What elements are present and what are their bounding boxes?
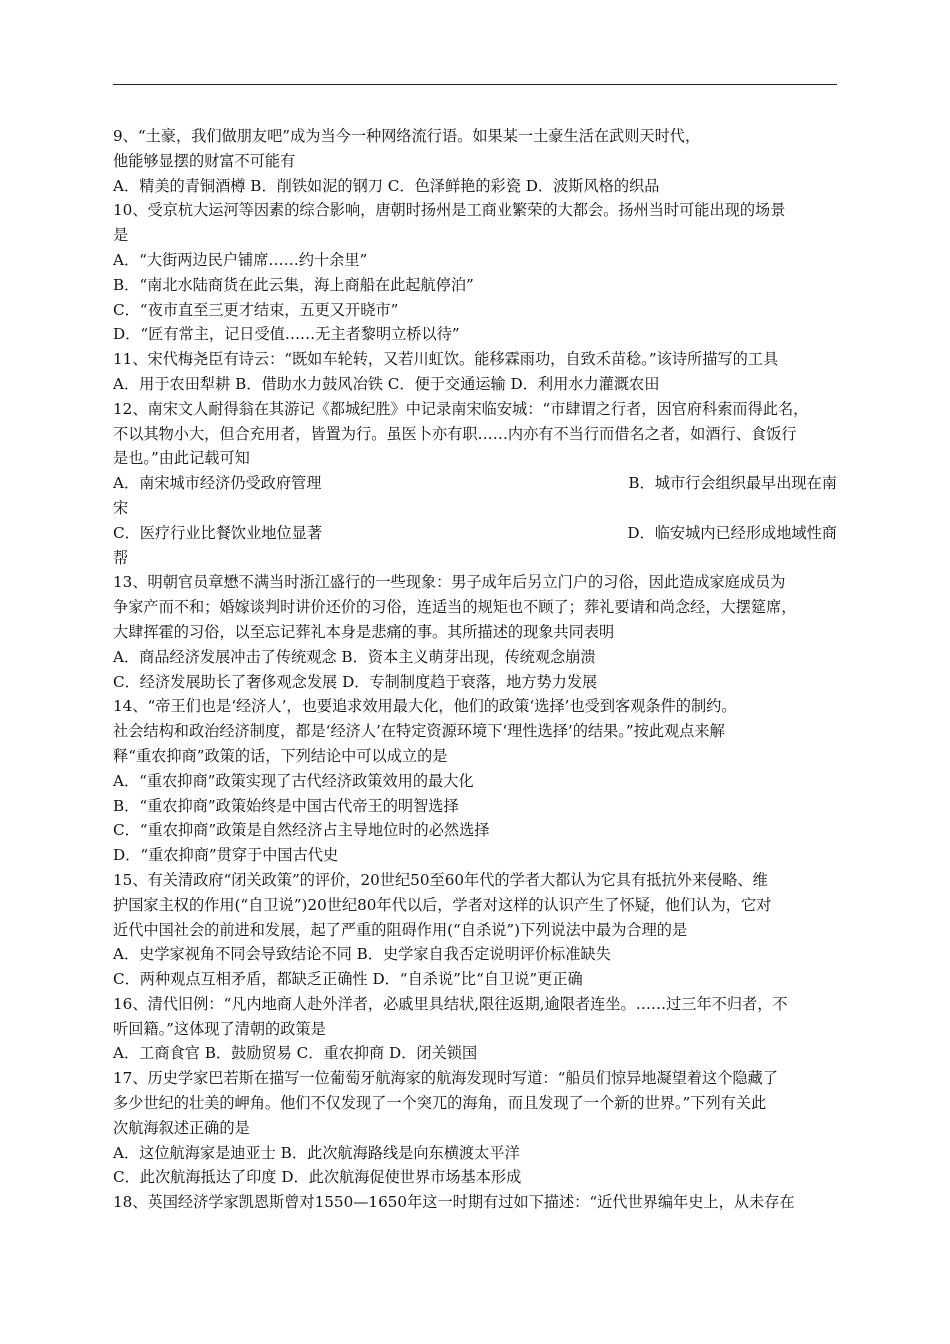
text-line: 听回籍。”这体现了清朝的政策是	[113, 1019, 326, 1038]
text-line: A．“大街两边民户铺席……约十余里”	[113, 250, 368, 269]
text-line: 18、英国经济学家凯恩斯曾对1550—1650年这一时期有过如下描述：“近代世界编年史上，从未存在	[113, 1193, 795, 1212]
text-line: 近代中国社会的前进和发展，起了严重的阻碍作用(“自杀说”)下列说法中最为合理的是	[113, 920, 688, 939]
q12-option-b-cont: 宋	[113, 498, 129, 517]
text-line: 11、宋代梅尧臣有诗云：“既如车轮转，又若川虹饮。能移霖雨功，自致禾苗稔。”该诗所描写的工具	[113, 350, 779, 369]
text-line: 9、“土豪，我们做朋友吧”成为当今一种网络流行语。如果某一土豪生活在武则天时代，	[113, 127, 701, 145]
q12-option-d: D．临安城内已经形成地域性商	[627, 523, 837, 542]
q12-option-b: B．城市行会组织最早出现在南	[628, 474, 837, 493]
q12-option-d-cont: 帮	[113, 548, 129, 567]
text-line: 17、历史学家巴若斯在描写一位葡萄牙航海家的航海发现时写道：“船员们惊异地凝望着这个隐藏了	[113, 1069, 778, 1088]
text-line: C．经济发展助长了奢侈观念发展 D．专制制度趋于衰落，地方势力发展	[113, 672, 598, 691]
text-line: 12、南宋文人耐得翁在其游记《都城纪胜》中记录南宋临安城：“市肆谓之行者，因官府科索而得此名，	[113, 399, 809, 418]
text-line: 16、清代旧例：“凡内地商人赴外洋者，必戚里具结状,限往返期,逾限者连坐。……过三年不归者，不	[113, 994, 788, 1013]
text-line: 释“重农抑商”政策的话，下列结论中可以成立的是	[113, 746, 448, 765]
text-line: B．“重农抑商”政策始终是中国古代帝王的明智选择	[113, 796, 459, 815]
text-line: 不以其物小大，但合充用者，皆置为行。虽医卜亦有职……内亦有不当行而借名之者，如酒行、食饭行	[113, 424, 797, 443]
text-line: 大肆挥霍的习俗，以至忘记葬礼本身是悲痛的事。其所描述的现象共同表明	[113, 622, 615, 641]
text-line: A．用于农田犁耕 B．借助水力鼓风冶铁 C．便于交通运输 D．利用水力灌溉农田	[113, 374, 660, 393]
text-line: 是也。”由此记载可知	[113, 449, 250, 468]
exam-content	[113, 124, 837, 1215]
text-line: A．“重农抑商”政策实现了古代经济政策效用的最大化	[113, 771, 474, 790]
text-line: D．“重农抑商”贯穿于中国古代史	[113, 846, 339, 865]
text-line: 是	[113, 226, 129, 245]
header-rule	[113, 84, 837, 85]
text-line: 13、明朝官员章懋不满当时浙江盛行的一些现象：男子成年后另立门户的习俗，因此造成家庭成员为	[113, 573, 786, 592]
q12-option-c: C．医疗行业比餐饮业地位显著	[113, 523, 323, 542]
text-line: D．“匠有常主，记日受值……无主者黎明立桥以待”	[113, 325, 460, 344]
q12-option-row	[113, 521, 837, 546]
q12-option-a: A．南宋城市经济仍受政府管理	[113, 474, 322, 493]
text-line: C．“重农抑商”政策是自然经济占主导地位时的必然选择	[113, 821, 490, 840]
text-line: 14、“帝王们也是‘经济人’，也要追求效用最大化，他们的政策‘选择’也受到客观条件的制约。	[113, 697, 737, 716]
text-line: C．“夜市直至三更才结束，五更又开晓市”	[113, 300, 399, 319]
text-line: 10、受京杭大运河等因素的综合影响，唐朝时扬州是工商业繁荣的大都会。扬州当时可能出现的场景	[113, 201, 786, 220]
text-line: C．此次航海抵达了印度 D．此次航海促使世界市场基本形成	[113, 1168, 522, 1187]
text-line: 次航海叙述正确的是	[113, 1118, 250, 1137]
text-line: A．商品经济发展冲击了传统观念 B．资本主义萌芽出现，传统观念崩溃	[113, 647, 596, 666]
text-line: C．两种观点互相矛盾，都缺乏正确性 D．“自杀说”比“自卫说”更正确	[113, 970, 583, 989]
q12-option-row	[113, 471, 837, 496]
text-line: 社会结构和政治经济制度，都是‘经济人’在特定资源环境下‘理性选择’的结果。”按此观点来解	[113, 722, 725, 741]
text-line: A．史学家视角不同会导致结论不同 B．史学家自我否定说明评价标准缺失	[113, 945, 611, 964]
text-line: B．“南北水陆商货在此云集，海上商船在此起航停泊”	[113, 275, 474, 294]
text-line: 15、有关清政府“闭关政策”的评价，20世纪50至60年代的学者大都认为它具有抵抗外来侵略、维	[113, 870, 768, 889]
text-line: A．工商食官 B．鼓励贸易 C．重农抑商 D．闭关锁国	[113, 1044, 478, 1063]
text-line: A．这位航海家是迪亚士 B．此次航海路线是向东横渡太平洋	[113, 1143, 520, 1162]
text-line: A．精美的青铜酒樽 B．削铁如泥的钢刀 C．色泽鲜艳的彩瓷 D．波斯风格的织品	[113, 176, 660, 195]
text-line: 护国家主权的作用(“自卫说”)20世纪80年代以后，学者对这样的认识产生了怀疑，他们认为，它对	[113, 895, 772, 914]
text-line: 争家产而不和；婚嫁谈判时讲价还价的习俗，连适当的规矩也不顾了；葬礼要请和尚念经，大摆筵席，	[113, 598, 797, 617]
text-line: 他能够显摆的财富不可能有	[113, 151, 296, 170]
text-line: 多少世纪的壮美的岬角。他们不仅发现了一个突兀的海角，而且发现了一个新的世界。”下列有关此	[113, 1094, 767, 1113]
